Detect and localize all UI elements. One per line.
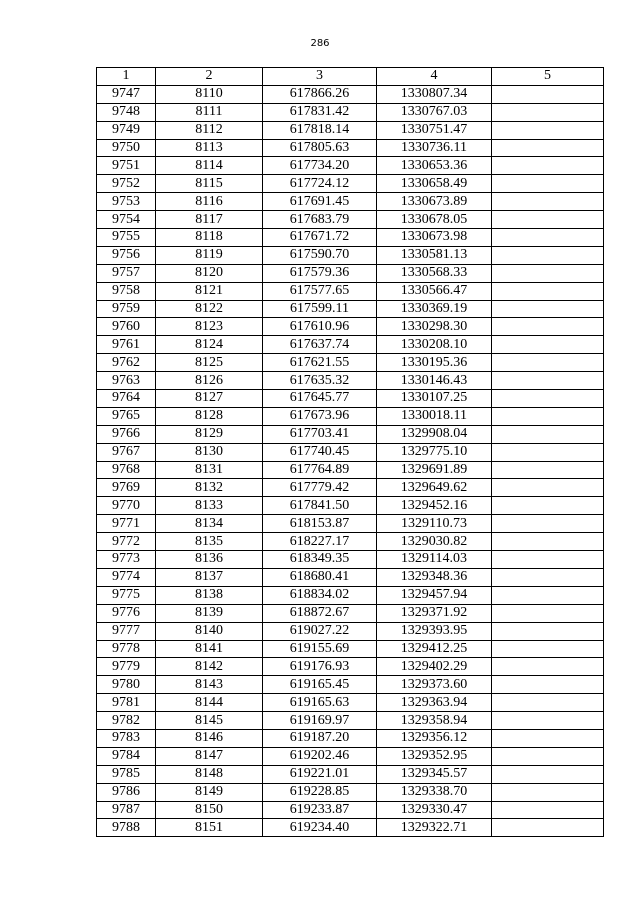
table-cell: 1329775.10 — [377, 443, 492, 461]
table-cell: 9773 — [97, 551, 156, 569]
table-cell: 8121 — [156, 282, 263, 300]
table-cell: 617805.63 — [263, 139, 377, 157]
table-cell: 8142 — [156, 658, 263, 676]
table-cell — [492, 211, 604, 229]
table-cell: 8127 — [156, 390, 263, 408]
table-cell: 617818.14 — [263, 121, 377, 139]
table-cell: 1330673.98 — [377, 229, 492, 247]
table-row — [97, 354, 604, 372]
table-cell — [492, 85, 604, 103]
table-cell: 8134 — [156, 515, 263, 533]
table-cell: 1329908.04 — [377, 425, 492, 443]
table-cell: 9747 — [97, 85, 156, 103]
table-cell: 9763 — [97, 372, 156, 390]
table-cell: 8146 — [156, 729, 263, 747]
table-cell: 9782 — [97, 712, 156, 730]
table-row — [97, 658, 604, 676]
table-cell — [492, 336, 604, 354]
table-cell: 618872.67 — [263, 604, 377, 622]
table-row — [97, 765, 604, 783]
coordinates-table — [96, 67, 604, 837]
table-cell: 9753 — [97, 193, 156, 211]
table-cell — [492, 229, 604, 247]
table-cell — [492, 658, 604, 676]
table-cell: 8131 — [156, 461, 263, 479]
table-cell: 1329322.71 — [377, 819, 492, 837]
table-cell: 1329393.95 — [377, 622, 492, 640]
table-cell — [492, 676, 604, 694]
table-cell — [492, 515, 604, 533]
table-cell: 9776 — [97, 604, 156, 622]
table-cell: 1329356.12 — [377, 729, 492, 747]
table-cell: 8113 — [156, 139, 263, 157]
table-cell — [492, 407, 604, 425]
column-header: 3 — [263, 68, 377, 86]
table-cell: 1330736.11 — [377, 139, 492, 157]
table-cell: 1329691.89 — [377, 461, 492, 479]
table-cell: 1330298.30 — [377, 318, 492, 336]
table-cell: 8150 — [156, 801, 263, 819]
table-cell — [492, 568, 604, 586]
table-cell — [492, 819, 604, 837]
table-cell — [492, 139, 604, 157]
table-cell: 1329114.03 — [377, 551, 492, 569]
table-cell: 619228.85 — [263, 783, 377, 801]
table-row — [97, 604, 604, 622]
table-cell: 8148 — [156, 765, 263, 783]
table-cell: 1330653.36 — [377, 157, 492, 175]
table-cell — [492, 157, 604, 175]
table-cell: 9775 — [97, 586, 156, 604]
table-row — [97, 443, 604, 461]
table-cell: 8151 — [156, 819, 263, 837]
table-cell: 1329030.82 — [377, 533, 492, 551]
table-cell: 8147 — [156, 747, 263, 765]
table-cell — [492, 246, 604, 264]
table-cell: 619233.87 — [263, 801, 377, 819]
table-cell: 1330146.43 — [377, 372, 492, 390]
table-cell: 9772 — [97, 533, 156, 551]
table-cell: 9769 — [97, 479, 156, 497]
table-cell: 9754 — [97, 211, 156, 229]
table-cell: 9764 — [97, 390, 156, 408]
table-row — [97, 640, 604, 658]
table-cell: 8149 — [156, 783, 263, 801]
table-cell: 9756 — [97, 246, 156, 264]
table-row — [97, 139, 604, 157]
table-cell: 1330566.47 — [377, 282, 492, 300]
column-header: 5 — [492, 68, 604, 86]
table-cell: 1329348.36 — [377, 568, 492, 586]
table-cell: 8119 — [156, 246, 263, 264]
table-cell: 8128 — [156, 407, 263, 425]
table-cell — [492, 729, 604, 747]
table-row — [97, 175, 604, 193]
table-row — [97, 533, 604, 551]
table-cell: 617734.20 — [263, 157, 377, 175]
table-cell: 618680.41 — [263, 568, 377, 586]
table-cell: 1330658.49 — [377, 175, 492, 193]
table-cell — [492, 390, 604, 408]
table-cell: 1330767.03 — [377, 103, 492, 121]
table-cell: 9781 — [97, 694, 156, 712]
table-cell — [492, 443, 604, 461]
table-row — [97, 157, 604, 175]
table-cell: 9749 — [97, 121, 156, 139]
table-cell: 8140 — [156, 622, 263, 640]
table-cell: 8125 — [156, 354, 263, 372]
table-cell: 8120 — [156, 264, 263, 282]
column-header: 4 — [377, 68, 492, 86]
table-cell: 1329338.70 — [377, 783, 492, 801]
table-cell: 617779.42 — [263, 479, 377, 497]
table-cell: 8130 — [156, 443, 263, 461]
table-cell: 9748 — [97, 103, 156, 121]
table-row — [97, 461, 604, 479]
table-cell: 617724.12 — [263, 175, 377, 193]
table-cell: 1330751.47 — [377, 121, 492, 139]
table-cell: 9771 — [97, 515, 156, 533]
table-cell — [492, 783, 604, 801]
table-cell: 618227.17 — [263, 533, 377, 551]
table-cell: 9761 — [97, 336, 156, 354]
table-row — [97, 103, 604, 121]
table-cell — [492, 300, 604, 318]
table-cell: 9788 — [97, 819, 156, 837]
table-row — [97, 551, 604, 569]
table-cell: 1330107.25 — [377, 390, 492, 408]
table-row — [97, 193, 604, 211]
table-cell: 617635.32 — [263, 372, 377, 390]
table-cell: 8129 — [156, 425, 263, 443]
table-cell: 9755 — [97, 229, 156, 247]
table-cell — [492, 264, 604, 282]
table-cell: 9767 — [97, 443, 156, 461]
table-cell: 1330673.89 — [377, 193, 492, 211]
table-cell: 617866.26 — [263, 85, 377, 103]
table-cell: 617691.45 — [263, 193, 377, 211]
table-cell: 8144 — [156, 694, 263, 712]
table-cell — [492, 103, 604, 121]
table-cell: 619165.45 — [263, 676, 377, 694]
table-cell: 9780 — [97, 676, 156, 694]
table-cell: 9770 — [97, 497, 156, 515]
table-cell — [492, 193, 604, 211]
table-row — [97, 783, 604, 801]
column-header: 2 — [156, 68, 263, 86]
table-cell: 8139 — [156, 604, 263, 622]
table-cell — [492, 551, 604, 569]
table-cell — [492, 801, 604, 819]
table-row — [97, 264, 604, 282]
table-cell: 619234.40 — [263, 819, 377, 837]
table-cell: 617671.72 — [263, 229, 377, 247]
table-cell: 9779 — [97, 658, 156, 676]
table-row — [97, 801, 604, 819]
table-cell: 617841.50 — [263, 497, 377, 515]
table-cell — [492, 533, 604, 551]
table-row — [97, 300, 604, 318]
table-cell — [492, 425, 604, 443]
table-cell: 9778 — [97, 640, 156, 658]
table-row — [97, 372, 604, 390]
table-row — [97, 390, 604, 408]
table-row — [97, 318, 604, 336]
table-cell: 1329457.94 — [377, 586, 492, 604]
table-cell: 619155.69 — [263, 640, 377, 658]
table-cell: 619169.97 — [263, 712, 377, 730]
table-row — [97, 729, 604, 747]
table-cell: 8143 — [156, 676, 263, 694]
table-cell: 8111 — [156, 103, 263, 121]
table-cell: 1329358.94 — [377, 712, 492, 730]
table-cell: 9787 — [97, 801, 156, 819]
table-cell: 8126 — [156, 372, 263, 390]
table-cell: 1330568.33 — [377, 264, 492, 282]
table-cell: 1329649.62 — [377, 479, 492, 497]
table-body — [97, 85, 604, 836]
table-cell: 9751 — [97, 157, 156, 175]
table-row — [97, 211, 604, 229]
table-cell: 617764.89 — [263, 461, 377, 479]
table-cell: 9784 — [97, 747, 156, 765]
table-row — [97, 676, 604, 694]
table-cell: 9766 — [97, 425, 156, 443]
table-cell: 9786 — [97, 783, 156, 801]
table-row — [97, 336, 604, 354]
table-cell — [492, 318, 604, 336]
table-cell: 9757 — [97, 264, 156, 282]
table-cell: 1329352.95 — [377, 747, 492, 765]
table-cell: 8133 — [156, 497, 263, 515]
table-cell: 9783 — [97, 729, 156, 747]
table-cell: 8124 — [156, 336, 263, 354]
table-cell: 9750 — [97, 139, 156, 157]
table-cell: 1330195.36 — [377, 354, 492, 372]
table-cell — [492, 765, 604, 783]
table-cell: 1330208.10 — [377, 336, 492, 354]
table-cell: 617673.96 — [263, 407, 377, 425]
table-row — [97, 712, 604, 730]
table-cell: 8112 — [156, 121, 263, 139]
table-cell: 617645.77 — [263, 390, 377, 408]
table-cell: 617831.42 — [263, 103, 377, 121]
table-cell: 617590.70 — [263, 246, 377, 264]
table-cell: 619165.63 — [263, 694, 377, 712]
table-cell: 1329110.73 — [377, 515, 492, 533]
table-cell: 619202.46 — [263, 747, 377, 765]
table-cell: 9768 — [97, 461, 156, 479]
table-cell — [492, 175, 604, 193]
table-header-row — [97, 68, 604, 86]
table-cell: 618153.87 — [263, 515, 377, 533]
table-cell: 8114 — [156, 157, 263, 175]
table-cell — [492, 747, 604, 765]
table-cell: 618349.35 — [263, 551, 377, 569]
table-cell: 9752 — [97, 175, 156, 193]
table-cell — [492, 497, 604, 515]
table-cell — [492, 461, 604, 479]
table-cell: 618834.02 — [263, 586, 377, 604]
table-cell: 617599.11 — [263, 300, 377, 318]
table-cell: 619176.93 — [263, 658, 377, 676]
table-row — [97, 121, 604, 139]
table-cell: 1330018.11 — [377, 407, 492, 425]
table-cell: 617683.79 — [263, 211, 377, 229]
table-cell: 8117 — [156, 211, 263, 229]
table-cell: 619221.01 — [263, 765, 377, 783]
table-cell — [492, 479, 604, 497]
table-cell: 9774 — [97, 568, 156, 586]
table-row — [97, 747, 604, 765]
table-row — [97, 479, 604, 497]
table-cell: 619187.20 — [263, 729, 377, 747]
table-row — [97, 85, 604, 103]
table-cell: 1330807.34 — [377, 85, 492, 103]
table-row — [97, 622, 604, 640]
table-cell: 8118 — [156, 229, 263, 247]
table-cell: 1329402.29 — [377, 658, 492, 676]
table-cell: 8115 — [156, 175, 263, 193]
table-cell: 8110 — [156, 85, 263, 103]
table-cell: 8137 — [156, 568, 263, 586]
table-row — [97, 229, 604, 247]
table-cell: 1329412.25 — [377, 640, 492, 658]
table-row — [97, 694, 604, 712]
table-cell: 9759 — [97, 300, 156, 318]
page-number: 286 — [310, 38, 330, 49]
table-cell — [492, 622, 604, 640]
table-cell: 617637.74 — [263, 336, 377, 354]
table-cell: 1330369.19 — [377, 300, 492, 318]
table-cell — [492, 712, 604, 730]
table-row — [97, 819, 604, 837]
table-cell: 8135 — [156, 533, 263, 551]
table-cell: 9765 — [97, 407, 156, 425]
table-cell — [492, 354, 604, 372]
table-cell: 1330581.13 — [377, 246, 492, 264]
table-cell — [492, 604, 604, 622]
table-row — [97, 497, 604, 515]
table-cell: 1329345.57 — [377, 765, 492, 783]
table-cell: 9758 — [97, 282, 156, 300]
table-cell — [492, 282, 604, 300]
table-cell: 9777 — [97, 622, 156, 640]
table-cell — [492, 694, 604, 712]
table-row — [97, 586, 604, 604]
table-cell: 617740.45 — [263, 443, 377, 461]
table-cell: 8136 — [156, 551, 263, 569]
table-cell: 8116 — [156, 193, 263, 211]
table-cell: 8138 — [156, 586, 263, 604]
table-row — [97, 515, 604, 533]
table-cell: 8123 — [156, 318, 263, 336]
table-row — [97, 425, 604, 443]
table-cell: 9762 — [97, 354, 156, 372]
table-cell — [492, 640, 604, 658]
table-row — [97, 568, 604, 586]
table-cell: 1329452.16 — [377, 497, 492, 515]
table-cell — [492, 586, 604, 604]
table-cell: 8141 — [156, 640, 263, 658]
table-cell — [492, 121, 604, 139]
table-cell: 1330678.05 — [377, 211, 492, 229]
table-cell: 1329371.92 — [377, 604, 492, 622]
table-cell: 619027.22 — [263, 622, 377, 640]
table-cell: 617703.41 — [263, 425, 377, 443]
table-cell: 8122 — [156, 300, 263, 318]
table-cell: 617610.96 — [263, 318, 377, 336]
table-cell — [492, 372, 604, 390]
table-row — [97, 407, 604, 425]
table-cell: 1329373.60 — [377, 676, 492, 694]
table-cell: 1329363.94 — [377, 694, 492, 712]
table-cell: 617577.65 — [263, 282, 377, 300]
table-cell: 8132 — [156, 479, 263, 497]
column-header: 1 — [97, 68, 156, 86]
table-cell: 9785 — [97, 765, 156, 783]
table-cell: 617621.55 — [263, 354, 377, 372]
table-cell: 9760 — [97, 318, 156, 336]
table-row — [97, 282, 604, 300]
table-cell: 1329330.47 — [377, 801, 492, 819]
table-cell: 617579.36 — [263, 264, 377, 282]
table-cell: 8145 — [156, 712, 263, 730]
table-row — [97, 246, 604, 264]
